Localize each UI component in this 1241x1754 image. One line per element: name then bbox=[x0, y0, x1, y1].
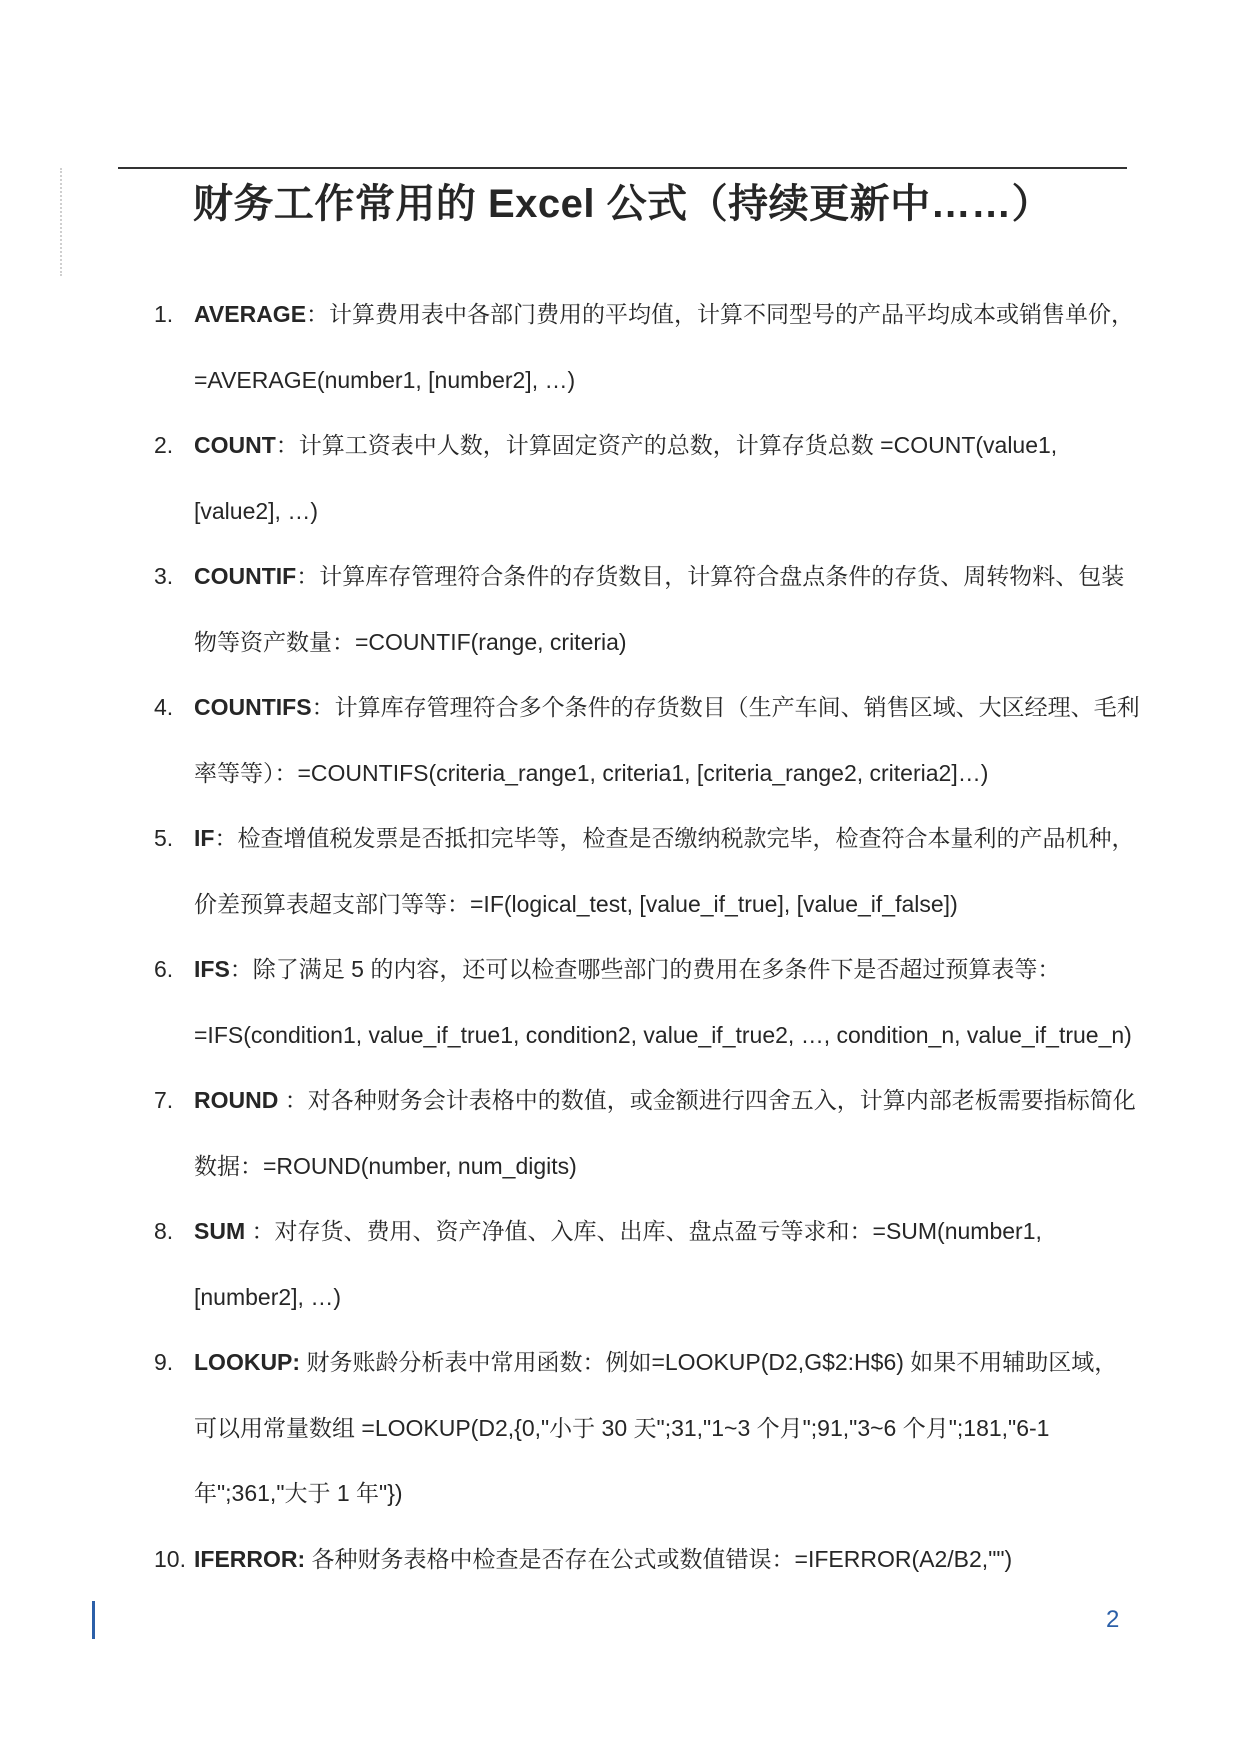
list-item-round bbox=[150, 1068, 1140, 1199]
item-number: 7. bbox=[154, 1087, 174, 1113]
item-name: IFERROR: bbox=[194, 1545, 306, 1572]
item-desc: 财务账龄分析表中常用函数：例如=LOOKUP(D2,G$2:H$6) 如果不用辅助区域，可以用常量数组 =LOOKUP(D2,{0,"小于 30 天";31,"1~3 个月";91,"3~6 个月";181,"6-1 年";361,"大于 1 年"}) bbox=[194, 1349, 1118, 1506]
page-number: 2 bbox=[1106, 1606, 1120, 1633]
item-number: 5. bbox=[154, 825, 174, 851]
list-item-average bbox=[150, 282, 1140, 413]
list-item-lookup bbox=[150, 1330, 1140, 1527]
list-item-sum bbox=[150, 1199, 1140, 1330]
list-item-count bbox=[150, 413, 1140, 544]
item-desc: ：计算工资表中人数，计算固定资产的总数，计算存货总数 =COUNT(value1, [value2], …) bbox=[194, 432, 1058, 524]
item-desc: ：除了满足 5 的内容，还可以检查哪些部门的费用在多条件下是否超过预算表等：=IFS(condition1, value_if_true1, condition2, value_if_true2, …, condition_n, value_if_true_n) bbox=[194, 956, 1132, 1048]
item-desc: ：对各种财务会计表格中的数值，或金额进行四舍五入，计算内部老板需要指标简化数据：=ROUND(number, num_digits) bbox=[194, 1087, 1136, 1179]
item-name: IFS bbox=[194, 956, 230, 982]
item-number: 9. bbox=[154, 1349, 174, 1375]
formula-list bbox=[150, 282, 1140, 1592]
list-item-ifs bbox=[150, 937, 1140, 1068]
title-top-rule bbox=[118, 167, 1127, 169]
list-item-countifs bbox=[150, 675, 1140, 806]
item-name: COUNTIFS bbox=[194, 694, 312, 720]
page-title: 财务工作常用的 Excel 公式（持续更新中……） bbox=[192, 182, 1053, 226]
item-name: LOOKUP: bbox=[194, 1349, 301, 1375]
item-number: 2. bbox=[154, 432, 174, 458]
item-number: 1. bbox=[154, 301, 174, 327]
item-number: 8. bbox=[154, 1218, 174, 1244]
footer-accent-bar bbox=[92, 1601, 95, 1639]
item-desc: ：计算库存管理符合多个条件的存货数目（生产车间、销售区域、大区经理、毛利率等等）：=COUNTIFS(criteria_range1, criteria1, [criteria_range2, criteria2]…) bbox=[194, 694, 1140, 786]
item-number: 3. bbox=[154, 563, 174, 589]
margin-dotted-line bbox=[60, 168, 62, 276]
item-desc: ：检查增值税发票是否抵扣完毕等，检查是否缴纳税款完毕，检查符合本量利的产品机种，价差预算表超支部门等等：=IF(logical_test, [value_if_true], [value_if_false]) bbox=[194, 825, 1135, 917]
item-name: COUNT bbox=[194, 432, 276, 458]
item-number: 10. bbox=[154, 1545, 186, 1572]
item-number: 4. bbox=[154, 694, 174, 720]
item-name: SUM bbox=[194, 1218, 246, 1244]
item-desc: 各种财务表格中检查是否存在公式或数值错误：=IFERROR(A2/B2,"") bbox=[305, 1545, 1013, 1572]
item-name: COUNTIF bbox=[194, 563, 297, 589]
list-item-countif bbox=[150, 544, 1140, 675]
item-desc: ：对存货、费用、资产净值、入库、出库、盘点盈亏等求和：=SUM(number1, [number2], …) bbox=[194, 1218, 1042, 1310]
item-name: IF bbox=[194, 825, 215, 851]
item-name: AVERAGE bbox=[194, 301, 307, 327]
item-desc: ：计算库存管理符合条件的存货数目，计算符合盘点条件的存货、周转物料、包装物等资产数量：=COUNTIF(range, criteria) bbox=[194, 563, 1125, 655]
item-name: ROUND bbox=[194, 1087, 279, 1113]
item-desc: ：计算费用表中各部门费用的平均值，计算不同型号的产品平均成本或销售单价，=AVERAGE(number1, [number2], …) bbox=[194, 301, 1135, 393]
item-number: 6. bbox=[154, 956, 174, 982]
list-item-if bbox=[150, 806, 1140, 937]
list-item-iferror bbox=[150, 1527, 1140, 1593]
